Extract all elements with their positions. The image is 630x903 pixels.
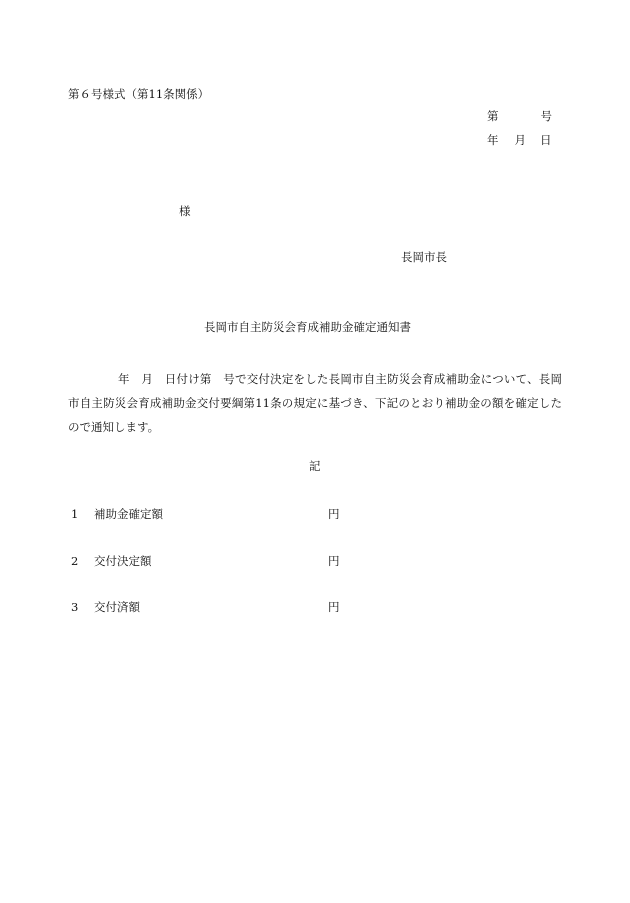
item-unit: 円 [328,554,340,568]
form-identifier: 第６号様式（第11条関係） [68,87,210,101]
ki-heading: 記 [309,459,321,473]
item-unit: 円 [328,600,340,614]
document-number-line [487,111,552,123]
document-title: 長岡市自主防災会育成補助金確定通知書 [204,320,411,334]
item-number: 1 [71,507,79,521]
item-label: 補助金確定額 [94,507,163,521]
item-unit: 円 [328,507,340,521]
date-month: 月 [514,133,526,147]
item-number: 3 [71,600,79,614]
sender-name: 長岡市長 [401,250,447,264]
number-prefix: 第 [487,109,499,123]
item-label: 交付済額 [94,600,140,614]
item-label: 交付決定額 [94,554,152,568]
date-year: 年 [487,133,499,147]
document-date-line [487,135,552,147]
addressee-honorific: 様 [179,204,191,218]
number-suffix: 号 [540,109,552,123]
date-day: 日 [540,133,552,147]
item-number: 2 [71,554,79,568]
body-paragraph: 年 月 日付け第 号で交付決定をした長岡市自主防災会育成補助金について、長岡市自主防災会育成補助金交付要綱第11条の規定に基づき、下記のとおり補助金の額を確定したので通知します。 [68,372,562,434]
